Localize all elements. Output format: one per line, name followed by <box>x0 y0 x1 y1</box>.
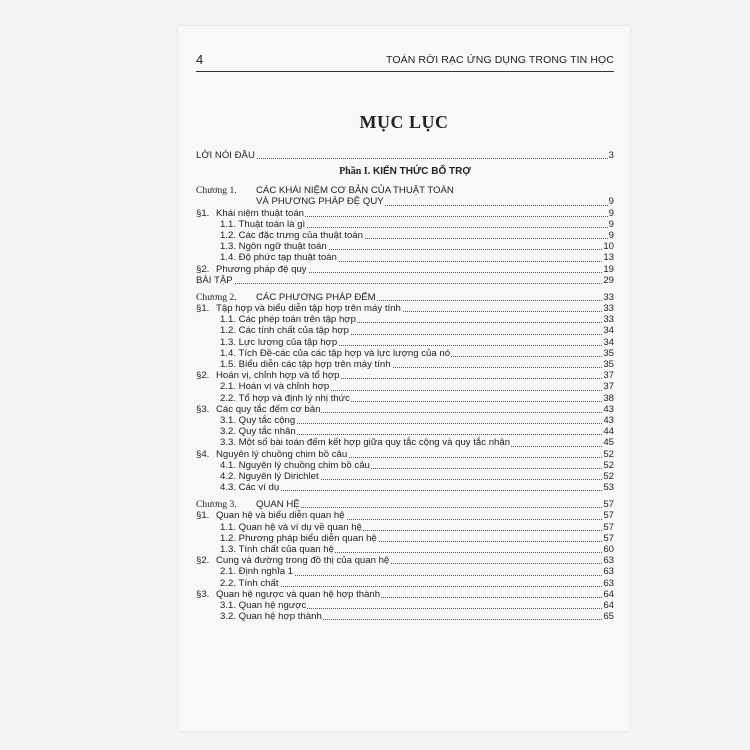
subsection-title: 1.4. Độ phức tạp thuật toán <box>220 252 337 264</box>
toc-entry-subsection <box>196 460 614 471</box>
entry-label <box>220 230 364 241</box>
entry-label <box>220 393 351 404</box>
dot-leader <box>196 275 614 284</box>
toc-entry-subsection <box>196 219 614 230</box>
subsection-title: 1.3. Tính chất của quan hệ <box>220 544 334 555</box>
section-title: Quan hệ và biểu diễn quan hệ <box>216 510 345 522</box>
entry-label <box>220 437 511 448</box>
section-number: §1. <box>196 207 210 219</box>
entry-page: 33 <box>603 303 614 315</box>
subsection-title: 1.1. Thuật toán là gì <box>220 218 306 230</box>
subsection-title: 4.2. Nguyên lý Dirichlet <box>220 470 319 482</box>
entry-page: 37 <box>603 370 614 382</box>
chapter-title: QUAN HỆ <box>256 499 300 511</box>
entry-label <box>220 415 296 426</box>
chapter-title-cont: VÀ PHƯƠNG PHÁP ĐỆ QUY <box>256 196 384 208</box>
entry-page: 19 <box>603 263 614 275</box>
subsection-title: 2.1. Định nghĩa 1 <box>220 566 294 578</box>
entry-page: 63 <box>603 555 614 567</box>
section-title: Nguyên lý chuồng chim bồ câu <box>216 448 348 460</box>
entry-label <box>220 566 294 577</box>
entry-page: 52 <box>603 448 614 460</box>
entry-label <box>220 426 297 437</box>
entry-page: 3 <box>608 150 614 161</box>
page-number: 4 <box>196 52 204 67</box>
entry-page: 10 <box>603 241 614 253</box>
entry-page: 57 <box>603 510 614 522</box>
toc-entry-subsection <box>196 381 614 392</box>
toc-entry-subsection <box>196 230 614 241</box>
subsection-title: 1.1. Quan hệ và ví dụ về quan hệ <box>220 521 362 533</box>
entry-label <box>220 337 338 348</box>
preface-label: LỜI NÓI ĐẦU <box>196 150 255 161</box>
entry-page: 44 <box>603 426 614 438</box>
toc-entry-section <box>196 589 614 600</box>
section-number: §2. <box>196 370 210 382</box>
entry-page: 37 <box>603 381 614 393</box>
toc-entry-subsection <box>196 314 614 325</box>
entry-page: 57 <box>603 499 614 511</box>
entry-page: 52 <box>603 459 614 471</box>
entry-label <box>220 359 392 370</box>
entry-label <box>220 533 378 544</box>
entry-label <box>196 499 238 510</box>
subsection-title: 3.2. Quan hệ hợp thành <box>220 611 322 623</box>
subsection-title: 2.2. Tổ hợp và định lý nhị thức <box>220 392 350 404</box>
toc-entry-subsection <box>196 337 614 348</box>
entry-label <box>196 292 238 303</box>
entry-page: 35 <box>603 347 614 359</box>
chapter-prefix: Chương 3. <box>196 499 237 511</box>
section-number: §2. <box>196 555 210 567</box>
entry-label <box>256 292 377 303</box>
toc-entry-subsection <box>196 415 614 426</box>
subsection-title: 2.1. Hoán vị và chỉnh hợp <box>220 381 330 393</box>
entry-page: 29 <box>603 274 614 286</box>
entry-page: 52 <box>603 470 614 482</box>
section-title: Khái niệm thuật toán <box>216 207 305 219</box>
section-title: Quan hệ ngược và quan hệ hợp thành <box>216 588 381 600</box>
section-number: §1. <box>196 510 210 522</box>
book-page <box>178 26 630 731</box>
entry-label <box>220 241 328 252</box>
subsection-title: 1.2. Các tính chất của tập hợp <box>220 325 349 337</box>
entry-label <box>220 460 371 471</box>
entry-page: 33 <box>603 314 614 326</box>
entry-label <box>220 471 320 482</box>
toc-entry-subsection <box>196 393 614 404</box>
entry-label <box>220 219 306 230</box>
entry-label <box>196 185 238 196</box>
entry-page: 43 <box>603 414 614 426</box>
section-title: Phương pháp đệ quy <box>216 263 307 275</box>
subsection-title: 3.1. Quy tắc cộng <box>220 414 296 426</box>
part-title: KIẾN THỨC BỔ TRỢ <box>372 166 471 178</box>
subsection-title: 1.2. Các đặc trưng của thuật toán <box>220 229 363 241</box>
entry-label <box>220 252 338 263</box>
section-number: §3. <box>196 588 210 600</box>
toc-entry-subsection <box>196 482 614 493</box>
entry-page: 64 <box>603 588 614 600</box>
entry-page: 64 <box>603 599 614 611</box>
toc-entry-subsection <box>196 471 614 482</box>
entry-label <box>256 196 385 207</box>
subsection-title: 1.3. Ngôn ngữ thuật toán <box>220 241 327 253</box>
entry-label <box>220 325 350 336</box>
entry-page: 57 <box>603 521 614 533</box>
toc-entry-subsection <box>196 611 614 622</box>
dot-leader <box>256 499 614 511</box>
chapter-prefix: Chương 2. <box>196 291 237 303</box>
toc-entry-chapter <box>196 499 614 510</box>
toc-entry-subsection <box>196 533 614 544</box>
entry-page: 9 <box>608 207 614 219</box>
entry-page: 63 <box>603 577 614 589</box>
toc-entry-subsection <box>196 348 614 359</box>
subsection-title: 4.3. Các ví dụ <box>220 482 280 494</box>
section-title: Cung và đường trong đồ thị của quan hệ <box>216 555 390 567</box>
toc-entry-chapter <box>196 185 614 196</box>
toc-entry-section <box>196 510 614 521</box>
entry-label <box>220 314 357 325</box>
toc-entry-section <box>196 264 614 275</box>
toc-entry-subsection <box>196 600 614 611</box>
entry-page: 33 <box>603 291 614 303</box>
entry-label <box>220 482 280 493</box>
entry-page: 57 <box>603 532 614 544</box>
toc-entry-subsection <box>196 426 614 437</box>
entry-label <box>196 150 256 161</box>
entry-label <box>220 544 335 555</box>
toc-entry-section <box>196 555 614 566</box>
section-title: Hoán vị, chỉnh hợp và tổ hợp <box>216 370 340 382</box>
toc-entry-subsection <box>196 252 614 263</box>
part-heading <box>196 165 614 179</box>
header-divider <box>196 71 614 72</box>
entry-label <box>220 611 323 622</box>
toc-entry-subsection <box>196 522 614 533</box>
toc-entry-chapter <box>196 292 614 303</box>
chapter-prefix: Chương 1. <box>196 185 237 197</box>
toc-entry-subsection <box>196 359 614 370</box>
section-title: Tập hợp và biểu diễn tập hợp trên máy tính <box>216 303 401 315</box>
subsection-title: 3.2. Quy tắc nhân <box>220 426 296 438</box>
toc-entry-section <box>196 370 614 381</box>
page-title: MỤC LỤC <box>359 112 449 132</box>
entry-page: 9 <box>608 229 614 241</box>
section-number: §3. <box>196 403 210 415</box>
part-label: Phần I. <box>339 166 371 178</box>
entry-page: 65 <box>603 611 614 623</box>
toc-entry-subsection <box>196 325 614 336</box>
toc-entry-section <box>196 404 614 415</box>
entry-page: 45 <box>603 437 614 449</box>
toc-entry-subsection <box>196 544 614 555</box>
entry-page: 34 <box>603 336 614 348</box>
subsection-title: 1.2. Phương pháp biểu diễn quan hệ <box>220 532 377 544</box>
section-number: §1. <box>196 303 210 315</box>
subsection-title: 1.5. Biểu diễn các tập hợp trên máy tính <box>220 359 391 370</box>
entry-label <box>220 600 307 611</box>
toc-entry-section <box>196 208 614 219</box>
entry-page: 9 <box>608 196 614 208</box>
entry-page: 34 <box>603 325 614 337</box>
toc-entry-subsection <box>196 241 614 252</box>
subsection-title: 1.3. Lực lượng của tập hợp <box>220 336 338 348</box>
entry-page: 43 <box>603 403 614 415</box>
subsection-title: 1.4. Tích Đề-các của các tập hợp và lực lượng của nó <box>220 347 451 359</box>
entry-page: 53 <box>603 482 614 494</box>
toc-entry-subsection <box>196 437 614 448</box>
toc-entry-subsection <box>196 578 614 589</box>
chapter-title: CÁC KHÁI NIỆM CƠ BẢN CỦA THUẬT TOÁN <box>256 185 454 197</box>
toc-entry-preface <box>196 150 614 161</box>
entry-page: 9 <box>608 218 614 230</box>
table-of-contents <box>196 150 614 622</box>
section-number: §4. <box>196 448 210 460</box>
entry-label <box>220 522 363 533</box>
entry-label <box>196 275 234 286</box>
toc-entry-section <box>196 303 614 314</box>
entry-page: 38 <box>603 392 614 404</box>
subsection-title: 3.3. Một số bài toán đếm kết hợp giữa quy tắc cộng và quy tắc nhân <box>220 437 511 449</box>
section-title: Các quy tắc đếm cơ bản <box>216 403 321 415</box>
entry-page: 63 <box>603 566 614 578</box>
section-number: §2. <box>196 263 210 275</box>
dot-leader <box>196 150 614 159</box>
subsection-title: 1.1. Các phép toán trên tập hợp <box>220 314 356 326</box>
toc-entry-section <box>196 449 614 460</box>
subsection-title: 2.2. Tính chất <box>220 577 279 589</box>
toc-entry-subsection <box>196 566 614 577</box>
page-header <box>196 50 614 70</box>
entry-label <box>220 578 280 589</box>
entry-page: 60 <box>603 544 614 555</box>
subsection-title: 3.1. Quan hệ ngược <box>220 599 307 611</box>
entry-page: 13 <box>603 252 614 264</box>
entry-label <box>220 381 330 392</box>
entry-label <box>256 499 301 510</box>
toc-entry-chapter-cont <box>196 196 614 207</box>
entry-page: 35 <box>603 359 614 370</box>
toc-entry-exercise <box>196 275 614 286</box>
running-title: TOÁN RỜI RẠC ỨNG DỤNG TRONG TIN HỌC <box>386 54 614 66</box>
entry-label <box>220 348 451 359</box>
chapter-title: CÁC PHƯƠNG PHÁP ĐẾM <box>256 291 376 303</box>
exercise-label: BÀI TẬP <box>196 274 233 286</box>
subsection-title: 4.1. Nguyên lý chuồng chim bồ câu <box>220 459 370 471</box>
